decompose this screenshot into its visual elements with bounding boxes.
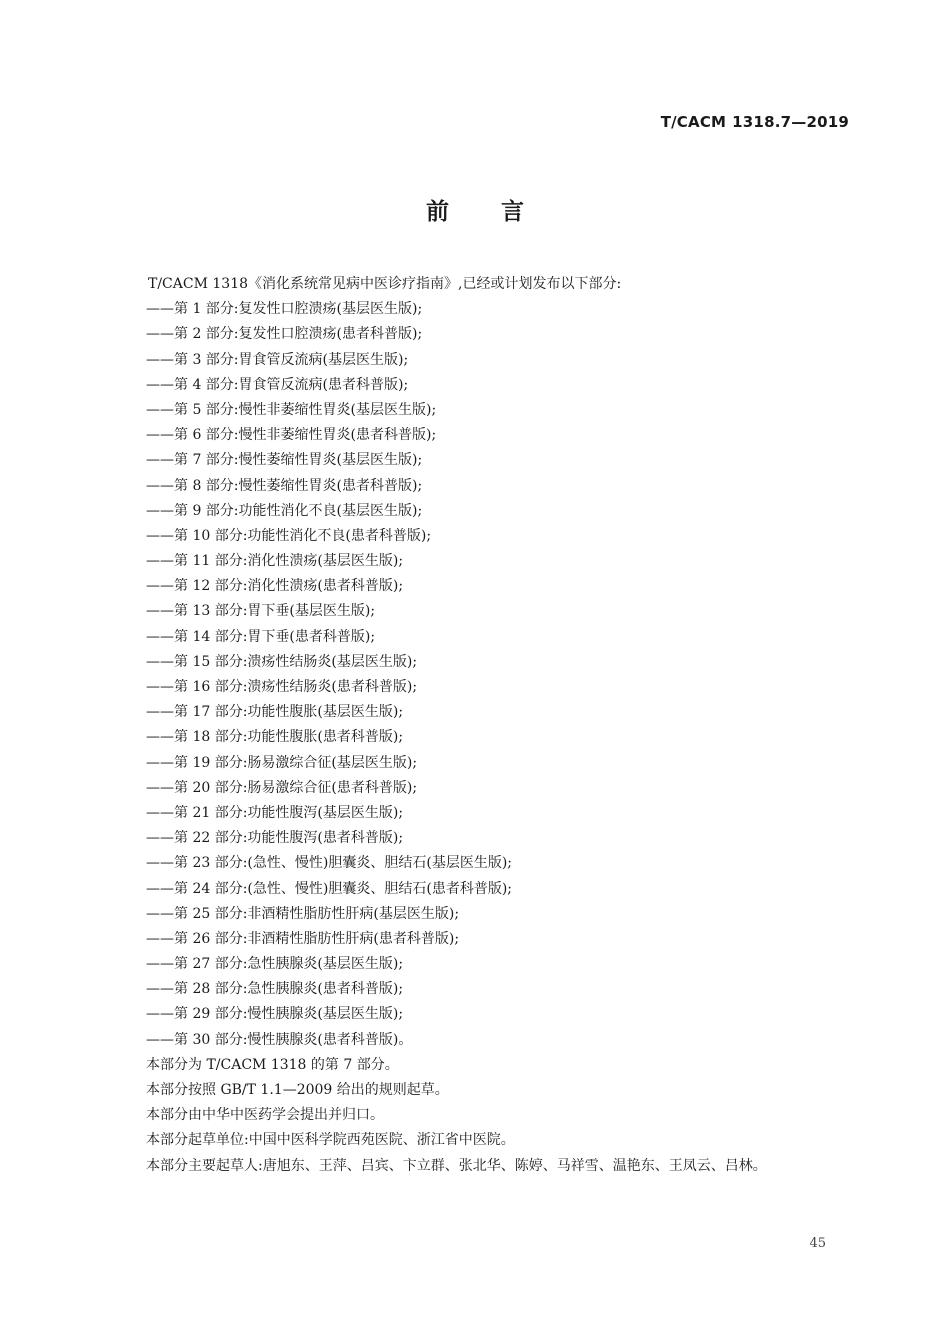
part-list-item: ——第 2 部分:复发性口腔溃疡(患者科普版);: [146, 326, 423, 343]
note-paragraph: 本部分按照 GB/T 1.1—2009 给出的规则起草。: [146, 1082, 449, 1098]
part-list-item: ——第 11 部分:消化性溃疡(基层医生版);: [146, 553, 404, 570]
note-paragraph: 本部分为 T/CACM 1318 的第 7 部分。: [146, 1056, 399, 1073]
part-list-item: ——第 23 部分:(急性、慢性)胆囊炎、胆结石(基层医生版);: [146, 855, 512, 872]
intro-paragraph: T/CACM 1318《消化系统常见病中医诊疗指南》,已经或计划发布以下部分:: [148, 276, 622, 292]
part-list-item: ——第 12 部分:消化性溃疡(患者科普版);: [146, 578, 404, 595]
part-list-item: ——第 10 部分:功能性消化不良(患者科普版);: [146, 527, 432, 544]
part-list-item: ——第 13 部分:胃下垂(基层医生版);: [146, 603, 376, 620]
note-paragraph: 本部分主要起草人:唐旭东、王萍、吕宾、卞立群、张北华、陈婷、马祥雪、温艳东、王凤云、吕林。: [146, 1157, 767, 1174]
part-list-item: ——第 29 部分:慢性胰腺炎(基层医生版);: [146, 1006, 404, 1023]
part-list-item: ——第 27 部分:急性胰腺炎(基层医生版);: [146, 956, 404, 973]
part-list-item: ——第 6 部分:慢性非萎缩性胃炎(患者科普版);: [146, 427, 437, 444]
part-list-item: ——第 25 部分:非酒精性脂肪性肝病(基层医生版);: [146, 905, 460, 922]
part-list-item: ——第 28 部分:急性胰腺炎(患者科普版);: [146, 981, 404, 998]
document-code: [661, 113, 849, 131]
note-paragraph: 本部分由中华中医药学会提出并归口。: [146, 1107, 384, 1124]
note-paragraph: 本部分起草单位:中国中医科学院西苑医院、浙江省中医院。: [146, 1132, 515, 1149]
part-list-item: ——第 4 部分:胃食管反流病(患者科普版);: [146, 376, 409, 393]
notes-list: [146, 1053, 846, 1179]
part-list-item: ——第 1 部分:复发性口腔溃疡(基层医生版);: [146, 301, 423, 318]
part-list-item: ——第 3 部分:胃食管反流病(基层医生版);: [146, 351, 409, 368]
part-list-item: ——第 5 部分:慢性非萎缩性胃炎(基层医生版);: [146, 401, 437, 418]
part-list-item: ——第 9 部分:功能性消化不良(基层医生版);: [146, 502, 423, 519]
part-list-item: ——第 16 部分:溃疡性结肠炎(患者科普版);: [146, 679, 418, 695]
foreword-body: [146, 272, 846, 1179]
part-list-item: ——第 20 部分:肠易激综合征(患者科普版);: [146, 779, 418, 796]
part-list-item: ——第 14 部分:胃下垂(患者科普版);: [146, 628, 376, 645]
document-code-number: 1318.7—2019: [732, 113, 849, 131]
part-list-item: ——第 22 部分:功能性腹泻(患者科普版);: [146, 830, 404, 847]
part-list-item: ——第 7 部分:慢性萎缩性胃炎(基层医生版);: [146, 452, 423, 469]
part-list-item: ——第 30 部分:慢性胰腺炎(患者科普版)。: [146, 1031, 413, 1048]
part-list-item: ——第 18 部分:功能性腹胀(患者科普版);: [146, 729, 404, 746]
part-list-item: ——第 21 部分:功能性腹泻(基层医生版);: [146, 804, 404, 821]
foreword-heading: 前言: [426, 199, 576, 225]
part-list-item: ——第 24 部分:(急性、慢性)胆囊炎、胆结石(患者科普版);: [146, 880, 512, 897]
part-list-item: ——第 8 部分:慢性萎缩性胃炎(患者科普版);: [146, 477, 423, 494]
part-list-item: ——第 19 部分:肠易激综合征(基层医生版);: [146, 754, 418, 771]
part-list-item: ——第 26 部分:非酒精性脂肪性肝病(患者科普版);: [146, 930, 460, 947]
page-number: 45: [809, 1236, 826, 1251]
part-list-item: ——第 17 部分:功能性腹胀(基层医生版);: [146, 704, 404, 721]
parts-list: [146, 297, 846, 1053]
part-list-item: ——第 15 部分:溃疡性结肠炎(基层医生版);: [146, 653, 418, 670]
document-code-prefix: T/CACM: [660, 113, 727, 131]
